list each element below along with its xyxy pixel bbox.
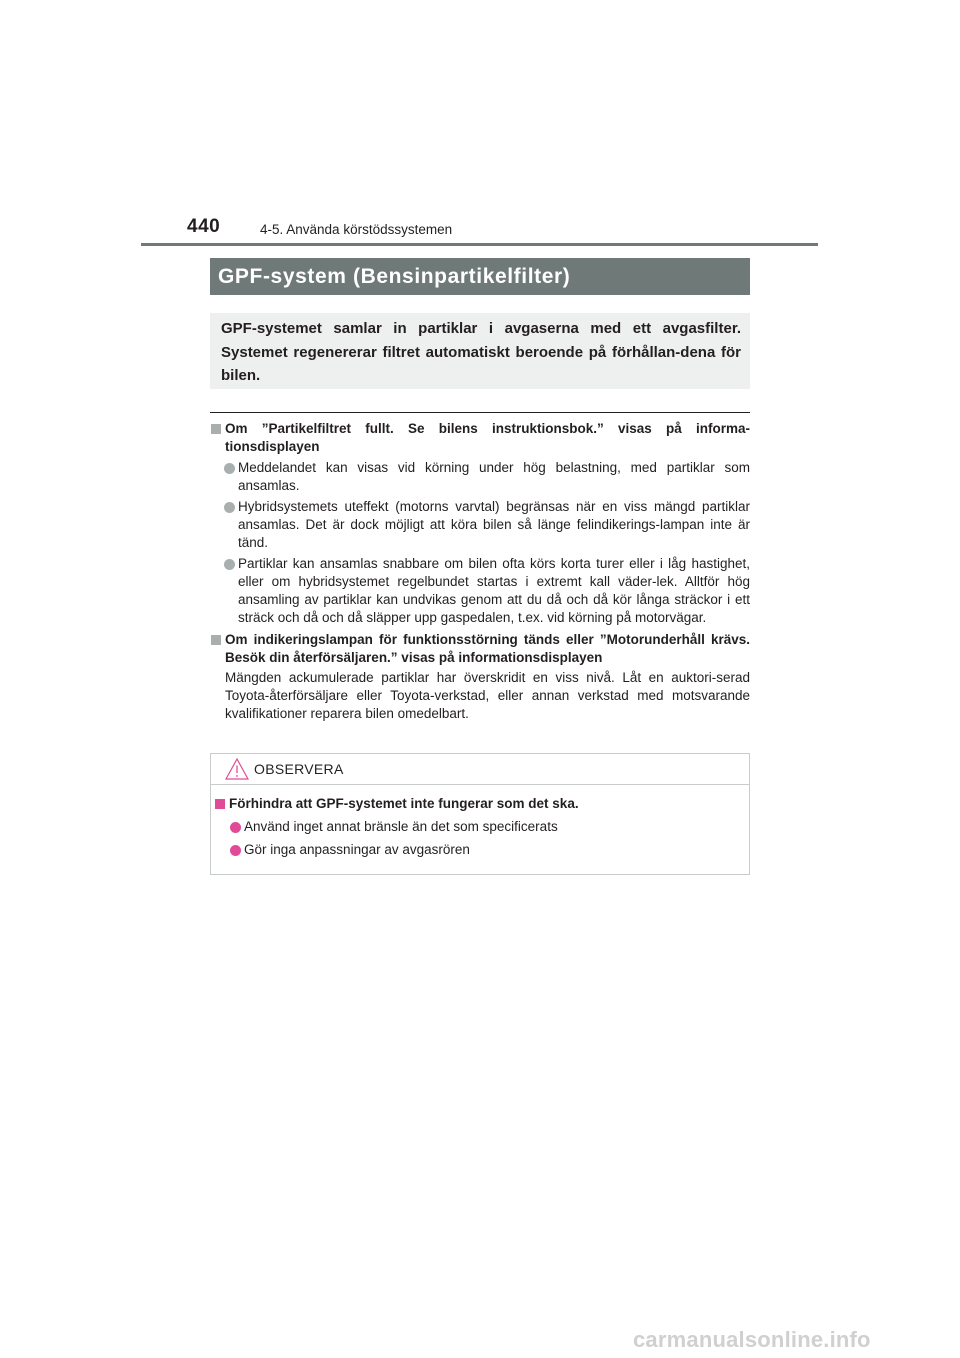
list-item-text: Gör inga anpassningar av avgasrören — [244, 842, 470, 857]
content — [210, 420, 750, 723]
round-bullet-icon — [224, 502, 235, 513]
content-rule — [210, 412, 750, 413]
intro-text: GPF-systemet samlar in partiklar i avgaserna med ett avgasfilter. Systemet regenererar filtret automatiskt beroende på förhållan-dena för bilen. — [221, 320, 741, 384]
topic-heading — [210, 631, 750, 667]
notice-box — [210, 753, 750, 875]
intro-box — [210, 313, 750, 389]
list-item — [214, 841, 749, 859]
notice-heading — [214, 795, 749, 813]
list-item — [210, 459, 750, 495]
page-number: 440 — [187, 216, 221, 237]
notice-heading-text: Förhindra att GPF-systemet inte fungerar som det ska. — [229, 796, 579, 811]
paragraph: Mängden ackumulerade partiklar har överskridit en viss nivå. Låt en auktori-serad Toyota-återförsäljare eller Toyota-verkstad, eller annan verkstad med motsvarande kvalifikationer reparera bilen omedelbart. — [225, 670, 750, 721]
list-item-text: Använd inget annat bränsle än det som specificerats — [244, 819, 558, 834]
round-bullet-icon — [224, 559, 235, 570]
topic-heading-text: Om ”Partikelfiltret fullt. Se bilens instruktionsbok.” visas på informa-tionsdisplayen — [225, 421, 750, 454]
list-item — [214, 818, 749, 836]
watermark: carmanualsonline.info — [633, 1327, 871, 1352]
notice-body — [211, 785, 749, 859]
header-rule — [141, 243, 818, 246]
section-title: GPF-system (Bensinpartikelfilter) — [210, 258, 750, 295]
topic-heading — [210, 420, 750, 456]
square-bullet-icon — [211, 635, 221, 645]
topic-heading-text: Om indikeringslampan för funktionsstörning tänds eller ”Motorunderhåll krävs. Besök din återförsäljaren.” visas på informationsdisplayen — [225, 632, 750, 665]
round-bullet-icon — [224, 463, 235, 474]
list-item-text: Meddelandet kan visas vid körning under hög belastning, med partiklar som ansamlas. — [238, 460, 750, 493]
square-bullet-icon — [211, 424, 221, 434]
round-bullet-icon — [230, 822, 241, 833]
list-item — [210, 498, 750, 552]
list-item-text: Hybridsystemets uteffekt (motorns varvtal) begränsas när en viss mängd partiklar ansamlas. Det är dock möjligt att köra bilen så länge felindikerings-lampan inte är tänd. — [238, 499, 750, 550]
round-bullet-icon — [230, 845, 241, 856]
list-item-text: Partiklar kan ansamlas snabbare om bilen ofta körs korta turer eller i låg hastighet, eller om hybridsystemet regelbundet startas i extremt kall väder-lek. Alltför hög ansamling av partiklar kan undvikas genom att du då och då kör långa sträckor i ett sträck och då och då släpper upp gaspedalen, t.ex. vid körning på motorvägar. — [238, 556, 750, 625]
chapter-title: 4-5. Använda körstödssystemen — [260, 222, 453, 237]
notice-label: OBSERVERA — [254, 761, 344, 777]
square-bullet-icon — [215, 799, 225, 809]
list-item — [210, 555, 750, 627]
notice-header — [211, 754, 749, 785]
warning-icon — [225, 758, 249, 780]
